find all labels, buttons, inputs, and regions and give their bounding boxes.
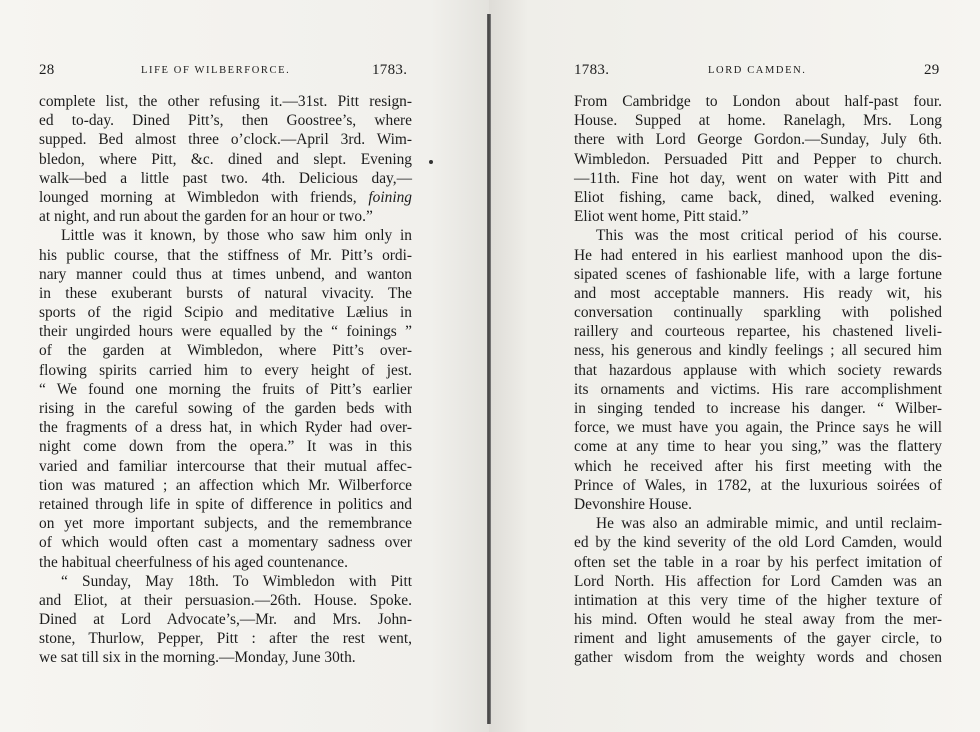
text-line: nary manner could thus at times unbend, and wanton xyxy=(39,265,412,283)
right-page-text xyxy=(574,92,942,668)
header-year: 1783. xyxy=(574,62,610,78)
right-page xyxy=(489,0,980,732)
ink-speck xyxy=(429,160,433,164)
text-line: sports of the rigid Scipio and meditative Lælius in xyxy=(39,304,412,322)
running-head: LIFE OF WILBERFORCE. xyxy=(141,65,291,76)
text-line: gather wisdom from the weighty words and chosen xyxy=(574,649,942,667)
header-year: 1783. xyxy=(372,62,408,78)
text-line: the fragments of a dress hat, in which Ryder had over- xyxy=(39,419,412,437)
text-line: flowing spirits carried him to every height of jest. xyxy=(39,361,412,379)
text-line: Eliot fishing, came back, dined, walked evening. xyxy=(574,188,942,206)
text-line: on yet more important subjects, and the remembrance xyxy=(39,515,412,533)
text-line: his mind. Often would he steal away from the mer- xyxy=(574,611,942,629)
text-line: their ungirded hours were equalled by the “ foinings ” xyxy=(39,323,412,341)
right-page-header xyxy=(574,62,942,80)
text-line: ness, his generous and kindly feelings ; all secured him xyxy=(574,342,942,360)
book-gutter xyxy=(487,14,491,724)
text-line: there with Lord George Gordon.—Sunday, July 6th. xyxy=(574,131,942,149)
left-page-header xyxy=(39,62,412,80)
text-line: complete list, the other refusing it.—31st. Pitt resign- xyxy=(39,93,412,110)
text-line: that hazardous applause with which society rewards xyxy=(574,361,942,379)
text-line: —11th. Fine hot day, went on water with Pitt and xyxy=(574,169,942,187)
text-line: at night, and run about the garden for an hour or two.” xyxy=(39,208,373,226)
text-line: lounged morning at Wimbledon with friends, foining xyxy=(39,188,412,206)
text-line: we sat till six in the morning.—Monday, June 30th. xyxy=(39,649,356,667)
text-line: Little was it known, by those who saw him only in xyxy=(61,227,412,245)
left-page-text xyxy=(39,92,412,668)
text-line: Devonshire House. xyxy=(574,495,692,513)
text-line: come at any time to hear you sing,” was the flattery xyxy=(574,438,942,456)
text-line: “ We found one morning the fruits of Pitt’s earlier xyxy=(39,380,412,398)
text-line: sipated scenes of fashionable life, with a large fortune xyxy=(574,265,942,283)
text-line: conversation continually sparkling with polished xyxy=(574,304,942,322)
text-line: its ornaments and victims. His rare accomplishment xyxy=(574,380,942,398)
text-line: his public course, that the stiffness of Mr. Pitt’s ordi- xyxy=(39,246,412,264)
text-line: often set the table in a roar by his perfect imitation of xyxy=(574,553,942,571)
text-line: riment and light amusements of the gayer circle, to xyxy=(574,630,942,648)
text-line: night come down from the opera.” It was in this xyxy=(39,438,412,456)
text-line: walk—bed a little past two. 4th. Delicious day,— xyxy=(39,169,412,187)
left-page xyxy=(0,0,489,732)
text-line: stone, Thurlow, Pepper, Pitt : after the rest went, xyxy=(39,630,412,648)
text-line: of which would often cast a momentary sadness over xyxy=(39,534,412,552)
text-line: in these exuberant bursts of natural vivacity. The xyxy=(39,284,412,302)
text-line: Lord North. His affection for Lord Camden was an xyxy=(574,572,942,590)
text-line: of the garden at Wimbledon, where Pitt’s over- xyxy=(39,342,412,360)
text-line: tion was matured ; an affection which Mr. Wilberforce xyxy=(39,476,412,494)
running-head: LORD CAMDEN. xyxy=(708,65,807,76)
text-line: Eliot went home, Pitt staid.” xyxy=(574,208,749,226)
text-line: He was also an admirable mimic, and until reclaim- xyxy=(596,515,942,533)
text-line: Prince of Wales, in 1782, at the luxurious soirées of xyxy=(574,476,942,494)
text-line: ed to-day. Dined Pitt’s, then Goostree’s, where xyxy=(39,112,412,130)
text-line: intimation at this very time of the higher texture of xyxy=(574,591,942,609)
text-line: and most acceptable manners. His ready wit, his xyxy=(574,284,942,302)
text-line: and Eliot, at their persuasion.—26th. House. Spoke. xyxy=(39,591,412,609)
text-line: supped. Bed almost three o’clock.—April 3rd. Wim- xyxy=(39,131,412,149)
text-line: Wimbledon. Persuaded Pitt and Pepper to church. xyxy=(574,150,942,168)
text-line: varied and familiar intercourse that their mutual affec- xyxy=(39,457,412,475)
text-line: From Cambridge to London about half-past four. xyxy=(574,93,942,110)
page-number: 28 xyxy=(39,62,55,78)
text-line: raillery and courteous repartee, his chastened liveli- xyxy=(574,323,942,341)
text-line: rising in the careful sowing of the garden beds with xyxy=(39,400,412,417)
text-line: in singing tended to increase his danger. “ Wilber- xyxy=(574,400,942,417)
text-line: House. Supped at home. Ranelagh, Mrs. Long xyxy=(574,112,942,130)
text-line: Dined at Lord Advocate’s,—Mr. and Mrs. John- xyxy=(39,611,412,629)
text-line: retained through life in spite of difference in politics and xyxy=(39,495,412,513)
text-line: force, we must have you again, the Prince says he will xyxy=(574,419,942,437)
text-line: He had entered in his earliest manhood upon the dis- xyxy=(574,246,942,264)
text-line: This was the most critical period of his course. xyxy=(596,227,942,245)
text-line: bledon, where Pitt, &c. dined and slept. Evening xyxy=(39,150,412,168)
text-line: the habitual cheerfulness of his aged countenance. xyxy=(39,553,348,571)
text-line: which he received after his first meeting with the xyxy=(574,457,942,475)
text-line: ed by the kind severity of the old Lord Camden, would xyxy=(574,534,942,552)
text-line: “ Sunday, May 18th. To Wimbledon with Pitt xyxy=(61,572,412,590)
page-number: 29 xyxy=(924,62,940,78)
